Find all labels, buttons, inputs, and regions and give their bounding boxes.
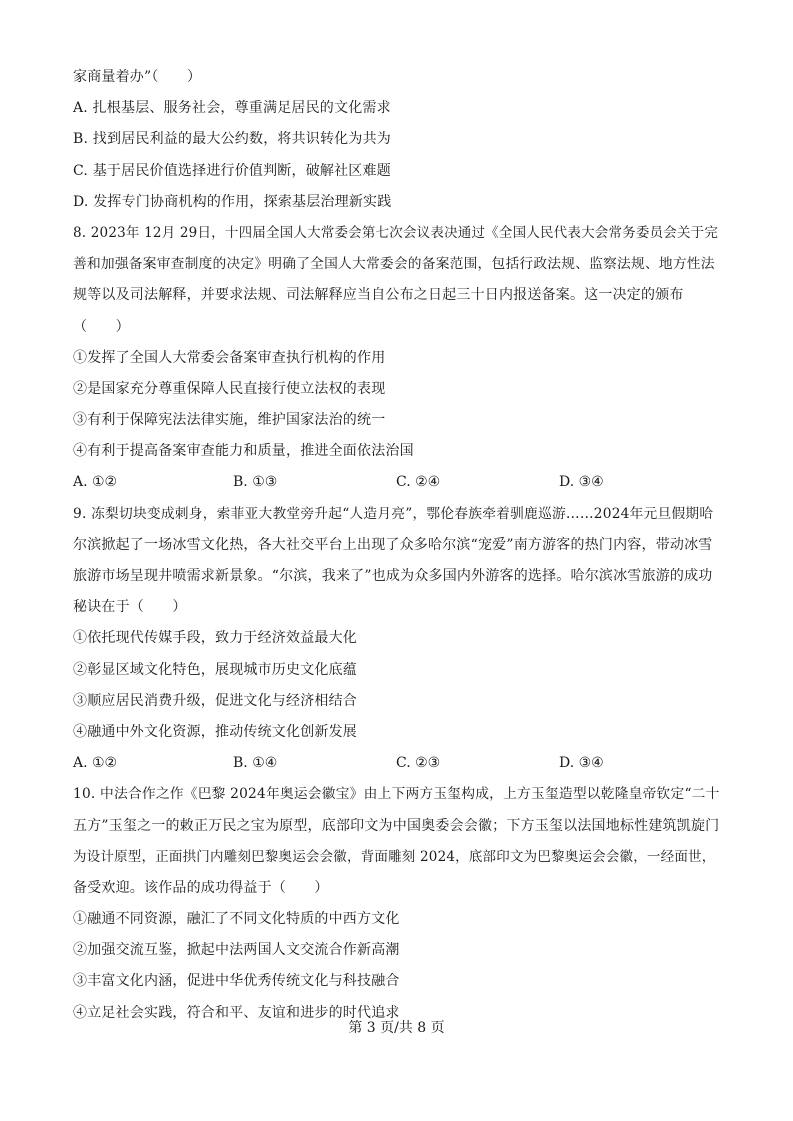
q7-stem-tail: 家商量着办”（ ）	[73, 69, 202, 85]
q10-stem-line-3: 为设计原型，正面拱门内雕刻巴黎奥运会会徽，背面雕刻 2024，底部印文为巴黎奥运会会徽，一经面世，	[73, 848, 716, 865]
q8-choice-c: C. ②④	[396, 474, 441, 491]
q7-option-d: D. 发挥专门协商机构的作用，探索基层治理新实践	[73, 193, 392, 210]
q7-option-a: A. 扎根基层、服务社会，尊重满足居民的文化需求	[73, 100, 391, 117]
q9-statement-2: ②彰显区域文化特色，展现城市历史文化底蕴	[73, 661, 357, 678]
q8-stem-line-3: 规等以及司法解释，并要求法规、司法解释应当自公布之日起三十日内报送备案。这一决定的颁布	[73, 287, 684, 304]
q9-choice-b: B. ①④	[233, 755, 278, 772]
q10-statement-1: ①融通不同资源，融汇了不同文化特质的中西方文化	[73, 911, 400, 928]
q9-choice-a: A. ①②	[73, 755, 118, 772]
q8-choice-b: B. ①③	[233, 474, 278, 491]
q8-statement-4: ④有利于提高备案审查能力和质量，推进全面依法治国	[73, 443, 414, 460]
q10-statement-4: ④立足社会实践，符合和平、友谊和进步的时代追求	[73, 1004, 400, 1021]
q9-choice-c: C. ②③	[396, 755, 441, 772]
q10-statement-3: ③丰富文化内涵，促进中华优秀传统文化与科技融合	[73, 973, 400, 990]
q8-stem-line-1: 8. 2023年 12月 29日，十四届全国人大常委会第七次会议表决通过《全国人民代表大会常务委员会关于完	[73, 224, 719, 241]
q9-statement-1: ①依托现代传媒手段，致力于经济效益最大化	[73, 630, 357, 647]
q9-statement-4: ④融通中外文化资源，推动传统文化创新发展	[73, 723, 357, 740]
q10-stem-line-4: 备受欢迎。该作品的成功得益于（ ）	[73, 879, 329, 896]
q10-stem-line-1: 10. 中法合作之作《巴黎 2024年奥运会徽宝》由上下两方玉玺构成，上方玉玺造型以乾隆皇帝钦定“二十	[73, 786, 720, 803]
q8-statement-1: ①发挥了全国人大常委会备案审查执行机构的作用	[73, 349, 386, 366]
q8-choice-d: D. ③④	[559, 474, 604, 491]
q8-statement-2: ②是国家充分尊重保障人民直接行使立法权的表现	[73, 380, 386, 397]
q9-stem-line-3: 旅游市场呈现井喷需求新景象。“尔滨，我来了”也成为众多国内外游客的选择。哈尔滨冰雪旅游的成功	[73, 568, 713, 584]
q9-choices	[73, 748, 723, 779]
q8-choices	[73, 467, 723, 498]
q9-statement-3: ③顺应居民消费升级，促进文化与经济相结合	[73, 692, 357, 709]
page-content	[73, 62, 723, 1029]
q9-stem-line-2: 尔滨掀起了一场冰雪文化热，各大社交平台上出现了众多哈尔滨“宠爱”南方游客的热门内容，带动冰雪	[73, 536, 713, 553]
q7-option-b: B. 找到居民利益的最大公约数，将共识转化为共为	[73, 131, 391, 148]
q8-stem-line-2: 善和加强备案审查制度的决定》明确了全国人大常委会的备案范围，包括行政法规、监察法规、地方性法	[73, 256, 715, 273]
q10-statement-2: ②加强交流互鉴，掀起中法两国人文交流合作新高潮	[73, 942, 400, 959]
q8-choice-a: A. ①②	[73, 474, 118, 491]
q10-stem-line-2: 五方”玉玺之一的敕正万民之宝为原型，底部印文为中国奥委会会徽；下方玉玺以法国地标性建筑凯旋门	[73, 817, 720, 834]
q7-option-c: C. 基于居民价值选择进行价值判断，破解社区难题	[73, 162, 391, 179]
q9-stem-line-4: 秘诀在于（ ）	[73, 599, 187, 616]
page-number-footer: 第 3 页/共 8 页	[348, 1020, 445, 1036]
q9-choice-d: D. ③④	[559, 755, 604, 772]
q8-statement-3: ③有利于保障宪法法律实施，维护国家法治的统一	[73, 412, 386, 429]
q8-stem-line-4: （ ）	[73, 318, 130, 335]
q9-stem-line-1: 9. 冻梨切块变成刺身，索菲亚大教堂旁升起“人造月亮”，鄂伦春族牵着驯鹿巡游……2024年元旦假期哈	[73, 505, 714, 522]
